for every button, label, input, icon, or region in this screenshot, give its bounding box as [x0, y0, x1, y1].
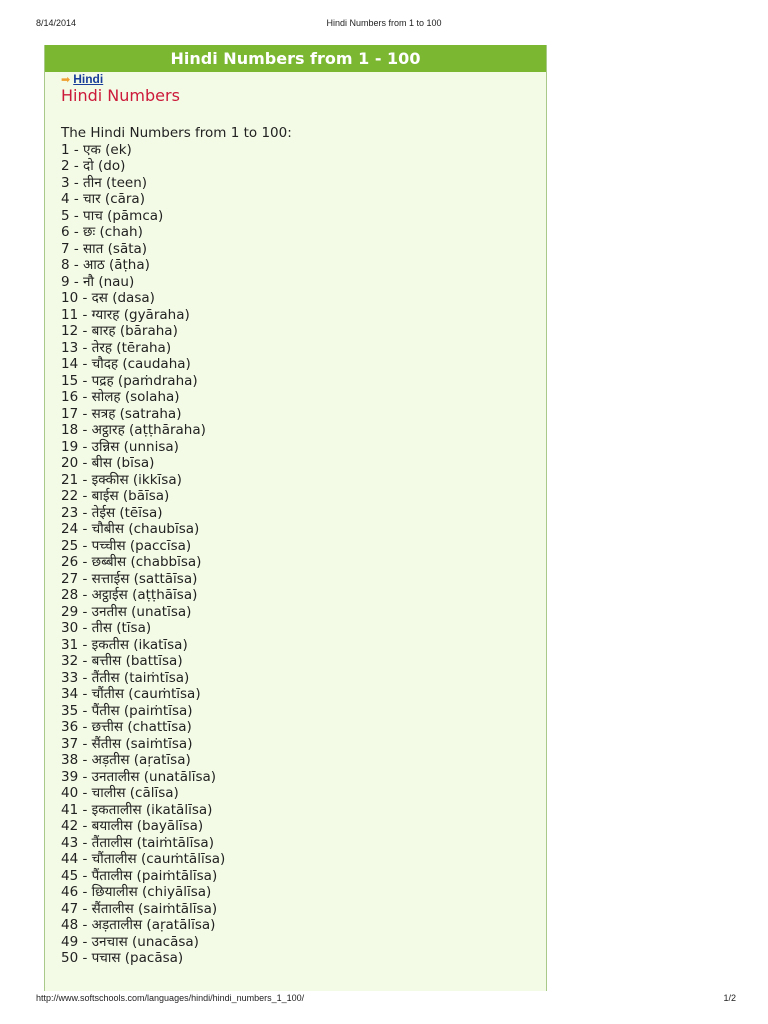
- list-item: 47 - सैंतालीस (saiṁtālīsa): [61, 900, 218, 917]
- breadcrumb: [61, 72, 103, 86]
- list-item: 22 - बाईस (bāīsa): [61, 488, 170, 504]
- print-header: [0, 18, 768, 32]
- list-item: 37 - सैंतीस (saiṁtīsa): [61, 735, 193, 752]
- print-title: Hindi Numbers from 1 to 100: [326, 18, 442, 28]
- list-item: 17 - सत्रह (satraha): [61, 405, 182, 422]
- list-item: 45 - पैंतालीस (paiṁtālīsa): [61, 867, 218, 884]
- list-item: 26 - छब्बीस (chabbīsa): [61, 554, 202, 570]
- list-item: 18 - अट्ठारह (aṭṭhāraha): [61, 422, 206, 438]
- list-item: 30 - तीस (tīsa): [61, 620, 152, 636]
- list-item: 49 - उनचास (unacāsa): [61, 933, 199, 950]
- list-item: 20 - बीस (bīsa): [61, 455, 155, 471]
- list-item: 42 - बयालीस (bayālīsa): [61, 818, 204, 834]
- list-item: 44 - चौंतालीस (cauṁtālīsa): [61, 851, 226, 867]
- list-item: 3 - तीन (teen): [61, 174, 148, 191]
- list-item: 39 - उनतालीस (unatālīsa): [61, 768, 217, 785]
- list-item: 35 - पैंतीस (paiṁtīsa): [61, 702, 193, 719]
- list-item: 36 - छत्तीस (chattīsa): [61, 719, 192, 735]
- list-item: 1 - एक (ek): [61, 141, 132, 158]
- panel-header: Hindi Numbers from 1 - 100: [45, 45, 546, 72]
- list-item: 24 - चौबीस (chaubīsa): [61, 521, 200, 537]
- list-item: 38 - अड़तीस (aṛatīsa): [61, 752, 191, 768]
- list-item: 11 - ग्यारह (gyāraha): [61, 306, 190, 323]
- list-item: 27 - सत्ताईस (sattāīsa): [61, 570, 198, 587]
- list-item: 21 - इक्कीस (ikkīsa): [61, 471, 182, 488]
- list-item: 7 - सात (sāta): [61, 240, 148, 257]
- list-item: 25 - पच्चीस (paccīsa): [61, 537, 192, 554]
- list-item: 9 - नौ (nau): [61, 273, 135, 290]
- list-item: 32 - बत्तीस (battīsa): [61, 653, 183, 669]
- list-item: 23 - तेईस (tēīsa): [61, 504, 163, 521]
- list-item: 29 - उनतीस (unatīsa): [61, 603, 192, 620]
- list-item: 10 - दस (dasa): [61, 290, 155, 306]
- print-footer: [0, 993, 768, 1007]
- page-number: 1/2: [723, 993, 736, 1003]
- print-date: 8/14/2014: [36, 18, 77, 28]
- list-item: 46 - छियालीस (chiyālīsa): [61, 884, 212, 900]
- list-item: 15 - पद्रह (paṁdraha): [61, 372, 198, 389]
- list-item: 43 - तैंतालीस (taiṁtālīsa): [61, 834, 214, 851]
- arrow-right-icon: ➡: [61, 74, 71, 86]
- page-title: Hindi Numbers: [61, 86, 180, 105]
- list-item: 28 - अट्ठाईस (aṭṭhāīsa): [61, 587, 198, 603]
- content-panel: [44, 45, 547, 991]
- numbers-list: [61, 142, 225, 967]
- list-item: 4 - चार (cāra): [61, 191, 145, 207]
- list-item: 2 - दो (do): [61, 158, 126, 174]
- list-item: 16 - सोलह (solaha): [61, 389, 180, 405]
- list-item: 40 - चालीस (cālīsa): [61, 785, 179, 801]
- list-item: 31 - इकतीस (ikatīsa): [61, 636, 188, 653]
- list-item: 6 - छः (chah): [61, 224, 143, 240]
- print-url: http://www.softschools.com/languages/hindi/hindi_numbers_1_100/: [36, 993, 305, 1003]
- list-item: 41 - इकतालीस (ikatālīsa): [61, 801, 213, 818]
- list-item: 12 - बारह (bāraha): [61, 323, 178, 339]
- list-item: 8 - आठ (āṭha): [61, 257, 150, 273]
- list-item: 5 - पाच (pāmca): [61, 207, 164, 224]
- intro-text: The Hindi Numbers from 1 to 100:: [61, 125, 292, 141]
- breadcrumb-link-hindi[interactable]: Hindi: [73, 72, 104, 86]
- list-item: 19 - उन्निस (unnisa): [61, 438, 179, 455]
- list-item: 14 - चौदह (caudaha): [61, 356, 191, 372]
- list-item: 33 - तैंतीस (taiṁtīsa): [61, 669, 190, 686]
- list-item: 34 - चौंतीस (cauṁtīsa): [61, 686, 201, 702]
- list-item: 13 - तेरह (tēraha): [61, 339, 172, 356]
- list-item: 48 - अड़तालीस (aṛatālīsa): [61, 917, 216, 933]
- list-item: 50 - पचास (pacāsa): [61, 950, 184, 966]
